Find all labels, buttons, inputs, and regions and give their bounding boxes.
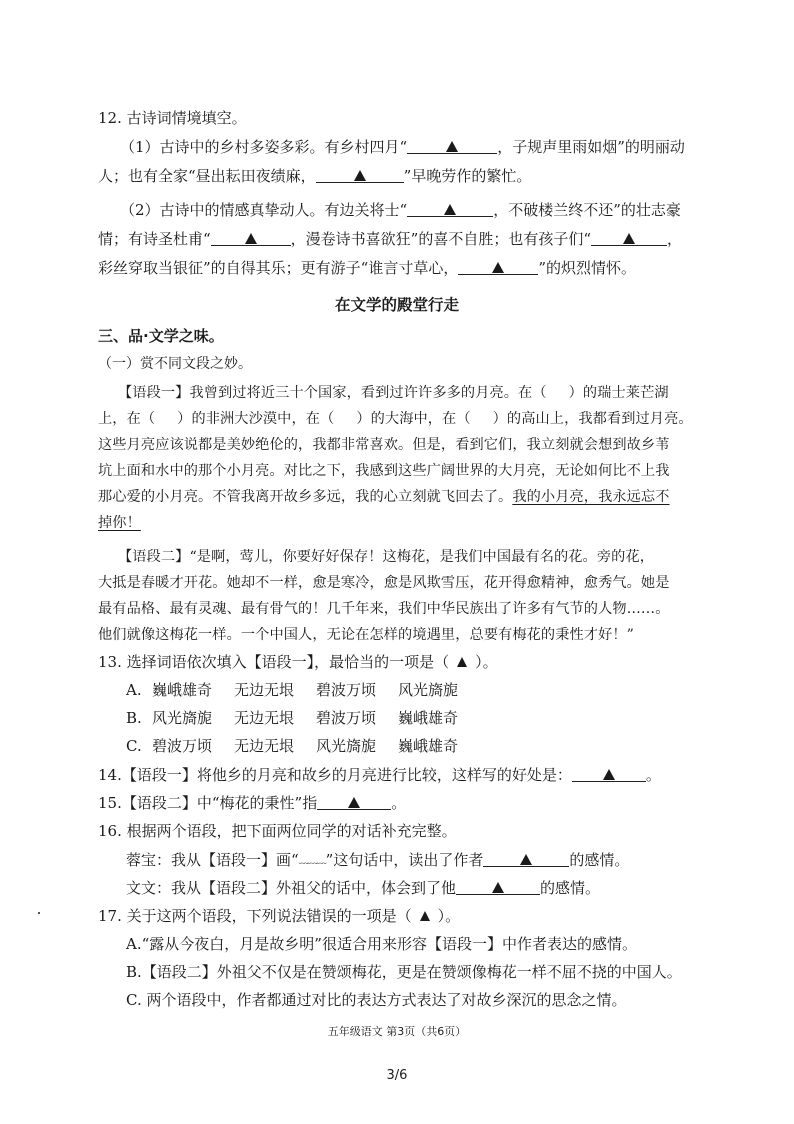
q13-option-b[interactable] — [126, 708, 480, 728]
section-title — [0, 295, 794, 315]
answer-blank[interactable] — [591, 230, 667, 246]
q12-text: ”早晚劳作的繁忙。 — [403, 167, 532, 185]
triangle-marker-icon — [444, 204, 456, 215]
q12-p2-line3 — [98, 258, 636, 278]
page-indicator — [0, 1066, 794, 1086]
q16-row1 — [126, 850, 629, 871]
passage-text: ）的大海中，在（ — [356, 411, 471, 427]
page-footer-text: 五年级语文 第3页（共6页） — [327, 1025, 467, 1038]
option-word: 碧波万顷 — [316, 709, 377, 727]
passage-text: 最有品格、最有灵魂、最有骨气的！几千年来，我们中华民族出了许多有气节的人物……。 — [98, 601, 670, 617]
q12-p2-line1 — [120, 200, 681, 220]
option-label: C. — [126, 737, 142, 755]
triangle-marker-icon — [492, 262, 504, 273]
passage1-line — [98, 435, 670, 455]
option-word: 风光旖旎 — [398, 681, 459, 699]
answer-blank[interactable] — [572, 766, 646, 782]
passage1-line — [118, 383, 669, 403]
q15 — [98, 793, 406, 813]
option-word: 无边无垠 — [234, 681, 295, 699]
passage-text: ）的高山上，我都看到过月亮。 — [492, 411, 693, 427]
answer-blank[interactable] — [458, 259, 538, 275]
question-text: 16. 根据两个语段，把下面两位同学的对话补充完整。 — [98, 822, 457, 840]
q12-text: 情；有诗圣杜甫“ — [98, 230, 211, 248]
triangle-marker-icon — [623, 233, 635, 244]
passage-text: 【语段二】“是啊，莺儿，你要好好保存！这梅花，是我们中国最有名的花。旁的花， — [118, 549, 654, 565]
answer-blank[interactable] — [317, 794, 391, 810]
question-text: ）。 — [437, 907, 461, 925]
passage-text: 他们就像这梅花一样。一个中国人，无论在怎样的境遇里，总要有梅花的秉性才好！” — [98, 627, 634, 643]
q17-option-c[interactable] — [126, 990, 626, 1010]
q17-option-a[interactable] — [126, 934, 637, 954]
triangle-marker-icon — [603, 769, 615, 780]
passage-text: ）的非洲大沙漠中，在（ — [177, 411, 335, 427]
option-word: 巍峨雄奇 — [152, 681, 213, 699]
page-footer — [0, 1022, 794, 1042]
question-text: 14.【语段一】将他乡的月亮和故乡的月亮进行比较，这样写的好处是： — [98, 766, 572, 784]
triangle-marker-icon — [354, 170, 366, 181]
dialogue-text: 蓉宝：我从【语段一】画“ — [126, 851, 299, 869]
q12-text: ，漫卷诗书喜欲狂”的喜不自胜；也有孩子们“ — [290, 230, 592, 248]
triangle-marker-icon — [457, 657, 467, 667]
answer-blank[interactable] — [211, 230, 291, 246]
q12-p1-line1 — [120, 137, 685, 157]
option-word: 巍峨雄奇 — [398, 709, 459, 727]
section-title-text: 在文学的殿堂行走 — [334, 296, 459, 314]
q12-p1-line2 — [98, 166, 531, 186]
q12-text: 彩丝穿取当银征”的自得其乐；更有游子“谁言寸草心， — [98, 259, 459, 277]
q13-option-a[interactable] — [126, 680, 480, 700]
wavy-line-mark: ﹏﹏﹏ — [298, 855, 326, 866]
passage-text: 这些月亮应该说都是美妙绝伦的，我都非常喜欢。但是，看到它们，我立刻就会想到故乡苇 — [98, 437, 670, 453]
passage-text: 坑上面和水中的那个小月亮。对比之下，我感到这些广阔世界的大月亮，无论如何比不上我 — [98, 463, 670, 479]
option-word: 无边无垠 — [234, 737, 295, 755]
q12-text: （1）古诗中的乡村多姿多彩。有乡村四月“ — [120, 138, 408, 156]
answer-blank[interactable] — [407, 201, 493, 217]
passage1-line — [98, 461, 670, 481]
triangle-marker-icon — [446, 141, 458, 152]
option-text: B.【语段二】外祖父不仅是在赞颂梅花，更是在赞颂像梅花一样不屈不挠的中国人。 — [126, 963, 682, 981]
page-indicator-text: 3/6 — [386, 1068, 408, 1083]
q13-stem — [98, 652, 498, 672]
triangle-marker-icon — [520, 854, 532, 865]
q12-text: ，子规声里雨如烟”的明丽动 — [497, 138, 685, 156]
q12-text: ，不破楼兰终不还”的壮志豪 — [493, 201, 681, 219]
triangle-marker-icon — [420, 911, 430, 921]
answer-blank[interactable] — [316, 167, 404, 183]
triangle-marker-icon — [348, 797, 360, 808]
passage-text: 上，在（ — [98, 411, 156, 427]
passage-text: 大抵是春暖才开花。她却不一样，愈是寒冷，愈是风欺雪压，花开得愈精神，愈秀气。她是 — [98, 575, 670, 591]
q17-stem — [98, 906, 460, 926]
option-word: 风光旖旎 — [316, 737, 377, 755]
dialogue-text: 的感情。 — [540, 879, 601, 897]
question-text: ）。 — [475, 653, 498, 671]
option-text: C. 两个语段中，作者都通过对比的表达方式表达了对故乡深沉的思念之情。 — [126, 991, 627, 1009]
q12-text: 人；也有全家“昼出耘田夜绩麻， — [98, 167, 316, 185]
q16-row2 — [126, 878, 600, 898]
question-text: 。 — [391, 794, 407, 812]
answer-blank[interactable] — [456, 879, 540, 895]
answer-blank[interactable] — [407, 138, 497, 154]
q13-option-c[interactable] — [126, 736, 480, 756]
option-label: A. — [126, 681, 142, 699]
wavy-underlined-sentence: 掉你！ — [98, 515, 141, 531]
option-word: 碧波万顷 — [316, 681, 377, 699]
triangle-marker-icon — [492, 882, 504, 893]
q12-text: （2）古诗中的情感真挚动人。有边关将士“ — [120, 201, 408, 219]
passage-text: 那心爱的小月亮。不管我离开故乡多远，我的心立刻就飞回去了。 — [98, 489, 513, 505]
dialogue-text: 文文：我从【语段二】外祖父的话中，体会到了他 — [126, 879, 457, 897]
passage-text: 【语段一】我曾到过将近三十个国家，看到过许许多多的月亮。在（ — [118, 385, 547, 401]
passage2-line — [98, 599, 670, 619]
scan-speck — [38, 912, 40, 914]
part-heading — [98, 326, 224, 346]
option-word: 碧波万顷 — [152, 737, 213, 755]
sub-heading — [98, 354, 252, 374]
option-word: 巍峨雄奇 — [398, 737, 459, 755]
question-text: 。 — [645, 766, 661, 784]
dialogue-text: 的感情。 — [569, 851, 630, 869]
sub-heading-text: （一）赏不同文段之妙。 — [98, 356, 252, 372]
passage1-line — [98, 409, 693, 429]
wavy-underlined-sentence: 我的小月亮，我永远忘不 — [512, 489, 670, 505]
part-heading-text: 三、品·文学之味。 — [98, 327, 224, 345]
q16-stem — [98, 821, 457, 841]
triangle-marker-icon — [245, 233, 257, 244]
passage2-line — [118, 547, 654, 567]
option-word: 风光旖旎 — [152, 709, 213, 727]
q12-title — [98, 108, 247, 128]
option-text: A.“露从今夜白，月是故乡明”很适合用来形容【语段一】中作者表达的感情。 — [126, 935, 637, 953]
option-word: 无边无垠 — [234, 709, 295, 727]
dialogue-text: ”这句话中，读出了作者 — [325, 851, 484, 869]
passage-text: ）的瑞士莱芒湖 — [568, 385, 669, 401]
passage2-line — [98, 625, 634, 645]
question-text: 13. 选择词语依次填入【语段一】，最恰当的一项是（ — [98, 653, 450, 671]
q12-p2-line2 — [98, 229, 682, 249]
q14 — [98, 765, 661, 785]
question-text: 17. 关于这两个语段，下列说法错误的一项是（ — [98, 907, 412, 925]
q12-text: ， — [667, 230, 683, 248]
q17-option-b[interactable] — [126, 962, 682, 982]
question-text: 15.【语段二】中“梅花的秉性”指 — [98, 794, 318, 812]
q12-title-text: 12. 古诗词情境填空。 — [98, 109, 247, 127]
option-label: B. — [126, 709, 142, 727]
q12-text: ”的炽烈情怀。 — [538, 259, 637, 277]
answer-blank[interactable] — [483, 851, 569, 867]
passage1-line — [98, 487, 670, 507]
passage1-line — [98, 513, 141, 533]
passage2-line — [98, 573, 670, 593]
